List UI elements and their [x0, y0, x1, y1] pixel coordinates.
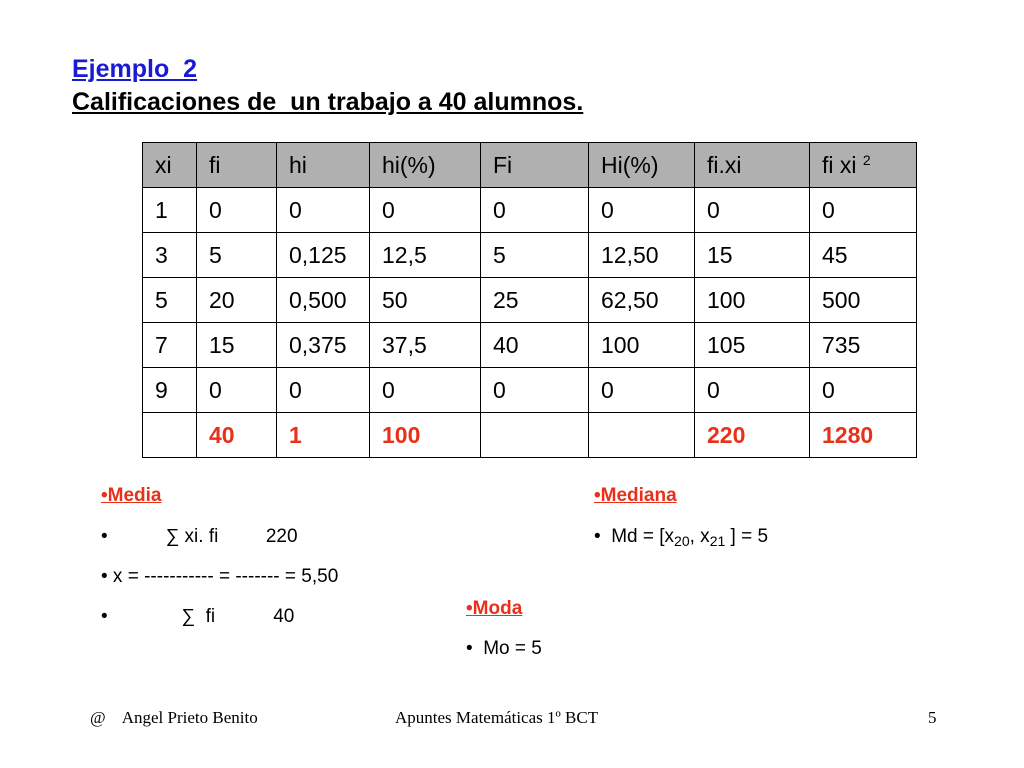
table-header-row [143, 143, 917, 188]
mediana-subscript-21: 21 [709, 533, 726, 549]
table-cell: 500 [810, 278, 917, 323]
table-cell: 100 [589, 323, 695, 368]
mediana-formula-prefix: • Md = [x [594, 526, 675, 547]
total-cell [481, 413, 589, 458]
footer-page-number: 5 [928, 708, 937, 727]
total-cell: 100 [370, 413, 481, 458]
table-cell: 5 [197, 233, 277, 278]
total-cell: 1280 [810, 413, 917, 458]
moda-heading [466, 598, 522, 620]
mediana-subscript-20: 20 [674, 533, 690, 549]
table-cell: 0 [481, 368, 589, 413]
table-cell: 7 [143, 323, 197, 368]
table-cell: 0 [695, 368, 810, 413]
media-formula-denominator: • ∑ fi 40 [101, 606, 295, 627]
squared-exponent: 2 [862, 151, 871, 168]
table-row [143, 368, 917, 413]
header-hi-percent: hi(%) [370, 143, 481, 188]
header-fi-xi-squared-label: fi xi [822, 151, 863, 178]
header-fi-xi: fi.xi [695, 143, 810, 188]
table-cell: 1 [143, 188, 197, 233]
table-cell: 40 [481, 323, 589, 368]
table-cell: 15 [695, 233, 810, 278]
media-bullet: • [101, 485, 108, 506]
total-cell: 40 [197, 413, 277, 458]
table-cell: 0 [370, 188, 481, 233]
media-heading [101, 485, 162, 507]
table-cell: 9 [143, 368, 197, 413]
mediana-formula [594, 526, 768, 549]
total-cell [143, 413, 197, 458]
header-fi: fi [197, 143, 277, 188]
table-cell: 12,5 [370, 233, 481, 278]
table-cell: 0 [589, 368, 695, 413]
table-cell: 0,375 [277, 323, 370, 368]
footer-course: Apuntes Matemáticas 1º BCT [395, 708, 599, 727]
header-hi: hi [277, 143, 370, 188]
table-cell: 0 [695, 188, 810, 233]
mediana-heading-label: Mediana [600, 485, 677, 506]
table-cell: 0 [810, 368, 917, 413]
table-cell: 5 [143, 278, 197, 323]
mediana-bullet: • [594, 485, 601, 506]
table-cell: 0 [197, 188, 277, 233]
table-cell: 0,500 [277, 278, 370, 323]
table-cell: 20 [197, 278, 277, 323]
moda-heading-label: Moda [472, 598, 523, 619]
table-cell: 45 [810, 233, 917, 278]
example-subtitle: Calificaciones de un trabajo a 40 alumnos. [72, 88, 584, 116]
table-cell: 0 [481, 188, 589, 233]
table-row [143, 188, 917, 233]
media-formula-main: • x = ----------- = ------- = 5,50 [101, 566, 339, 587]
header-xi: xi [143, 143, 197, 188]
moda-bullet: • [466, 598, 473, 619]
table-cell: 62,50 [589, 278, 695, 323]
moda-formula: • Mo = 5 [466, 638, 542, 659]
mediana-formula-suffix: ] = 5 [725, 526, 769, 547]
table-cell: 15 [197, 323, 277, 368]
media-heading-label: Media [107, 485, 162, 506]
mediana-formula-mid: , x [689, 526, 710, 547]
table-cell: 0 [197, 368, 277, 413]
frequency-table [142, 142, 917, 458]
total-cell [589, 413, 695, 458]
total-cell: 220 [695, 413, 810, 458]
table-cell: 100 [695, 278, 810, 323]
totals-row [143, 413, 917, 458]
table-cell: 0 [370, 368, 481, 413]
table-row [143, 323, 917, 368]
example-title: Ejemplo 2 [72, 55, 198, 83]
header-Hi-percent: Hi(%) [589, 143, 695, 188]
table-row [143, 278, 917, 323]
table-cell: 25 [481, 278, 589, 323]
mediana-heading [594, 485, 677, 507]
table-row [143, 233, 917, 278]
table-cell: 0 [810, 188, 917, 233]
table-cell: 5 [481, 233, 589, 278]
table-cell: 735 [810, 323, 917, 368]
table-cell: 3 [143, 233, 197, 278]
table-cell: 12,50 [589, 233, 695, 278]
table-cell: 37,5 [370, 323, 481, 368]
footer-author: @ Angel Prieto Benito [90, 708, 258, 727]
table-cell: 0,125 [277, 233, 370, 278]
total-cell: 1 [277, 413, 370, 458]
table-cell: 50 [370, 278, 481, 323]
header-Fi: Fi [481, 143, 589, 188]
table-cell: 0 [277, 188, 370, 233]
table-cell: 0 [277, 368, 370, 413]
table-cell: 105 [695, 323, 810, 368]
table-cell: 0 [589, 188, 695, 233]
media-formula-numerator: • ∑ xi. fi 220 [101, 526, 298, 547]
header-fi-xi-squared [810, 143, 917, 188]
